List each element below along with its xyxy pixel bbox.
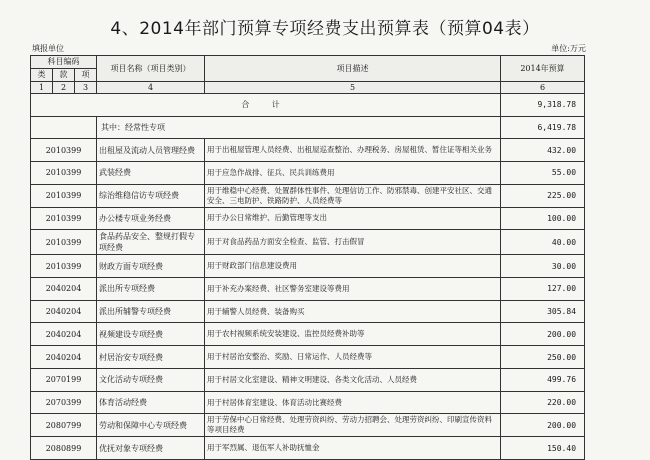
row-code: 2070399 <box>31 391 97 414</box>
currency-unit-label: 单位:万元 <box>551 44 586 53</box>
row-code: 2040204 <box>31 323 97 346</box>
subtotal-row <box>31 116 585 139</box>
total-label: 合 计 <box>31 93 501 116</box>
total-value: 9,318.78 <box>501 93 585 116</box>
row-project-name: 派出所辅警专项经费 <box>97 300 205 323</box>
row-budget-value: 40.00 <box>501 230 585 255</box>
table-row <box>31 162 585 185</box>
header-project-desc: 项目描述 <box>205 56 501 82</box>
row-project-desc: 用于辅警人员经费、装备购买 <box>205 300 501 323</box>
row-project-desc: 用于村居体育室建设、体育活动比赛经费 <box>205 391 501 414</box>
row-budget-value: 55.00 <box>501 162 585 185</box>
row-project-name: 村居治安专项经费 <box>97 346 205 369</box>
row-project-desc: 用于村居治安整治、奖励、日常运作、人员经费等 <box>205 346 501 369</box>
table-row <box>31 414 585 437</box>
row-budget-value: 499.76 <box>501 368 585 391</box>
row-project-name: 优抚对象专项经费 <box>97 437 205 460</box>
row-code: 2080799 <box>31 414 97 437</box>
row-code: 2010399 <box>31 162 97 185</box>
row-budget-value: 150.40 <box>501 437 585 460</box>
budget-table <box>30 55 585 460</box>
row-code: 2040204 <box>31 346 97 369</box>
reporting-unit-label: 填报单位 <box>32 44 64 53</box>
row-budget-value: 200.00 <box>501 414 585 437</box>
row-project-name: 综治维稳信访专项经费 <box>97 184 205 207</box>
row-budget-value: 200.00 <box>501 323 585 346</box>
row-code: 2080899 <box>31 437 97 460</box>
header-subject-code: 科目编码 <box>31 56 97 69</box>
row-budget-value: 100.00 <box>501 207 585 230</box>
row-project-name: 出租屋及流动人员管理经费 <box>97 139 205 162</box>
table-row <box>31 368 585 391</box>
header-row-1 <box>31 56 585 69</box>
row-budget-value: 220.00 <box>501 391 585 414</box>
row-project-desc: 用于村居文化室建设、精神文明建设、各类文化活动、人员经费 <box>205 368 501 391</box>
row-project-name: 武装经费 <box>97 162 205 185</box>
table-row <box>31 277 585 300</box>
row-project-name: 派出所专项经费 <box>97 277 205 300</box>
header-idx-1: 1 <box>31 81 53 93</box>
header-class: 类 <box>31 68 53 81</box>
budget-rows <box>31 139 585 460</box>
row-budget-value: 225.00 <box>501 184 585 207</box>
row-project-desc: 用于出租屋管理人员经费、出租屋巡查整治、办理税务、房屋租赁、暂住证等相关业务 <box>205 139 501 162</box>
row-project-name: 办公楼专项业务经费 <box>97 207 205 230</box>
row-budget-value: 305.84 <box>501 300 585 323</box>
row-budget-value: 30.00 <box>501 255 585 278</box>
row-project-name: 文化活动专项经费 <box>97 368 205 391</box>
row-project-desc: 用于补充办案经费、社区警务室建设等费用 <box>205 277 501 300</box>
row-project-desc: 用于农村视频系统安装建设、监控员经费补助等 <box>205 323 501 346</box>
table-row <box>31 323 585 346</box>
row-code: 2040204 <box>31 277 97 300</box>
row-project-desc: 用于对食品药品方面安全检查、监管、打击假冒 <box>205 230 501 255</box>
header-idx-3: 3 <box>75 81 97 93</box>
subtotal-value: 6,419.78 <box>501 116 585 139</box>
row-code: 2010399 <box>31 230 97 255</box>
header-section: 款 <box>53 68 75 81</box>
header-idx-5: 5 <box>205 81 501 93</box>
table-row <box>31 255 585 278</box>
row-code: 2040204 <box>31 300 97 323</box>
header-item: 项 <box>75 68 97 81</box>
table-row <box>31 391 585 414</box>
table-row <box>31 230 585 255</box>
row-project-name: 食品药品安全、整规打假专项经费 <box>97 230 205 255</box>
page-title: 4、2014年部门预算专项经费支出预算表（预算04表） <box>110 19 540 39</box>
row-project-desc: 用于办公日常维护、后勤管理等支出 <box>205 207 501 230</box>
table-row <box>31 207 585 230</box>
header-idx-6: 6 <box>501 81 585 93</box>
row-budget-value: 127.00 <box>501 277 585 300</box>
row-code: 2070199 <box>31 368 97 391</box>
header-budget: 2014年预算 <box>501 56 585 82</box>
row-project-desc: 用于财政部门信息建设费用 <box>205 255 501 278</box>
header-idx-2: 2 <box>53 81 75 93</box>
table-row <box>31 437 585 460</box>
row-project-name: 体育活动经费 <box>97 391 205 414</box>
row-code: 2010399 <box>31 255 97 278</box>
row-project-name: 视频建设专项经费 <box>97 323 205 346</box>
subtotal-label: 其中：经常性专项 <box>97 116 501 139</box>
table-row <box>31 184 585 207</box>
row-code: 2010399 <box>31 139 97 162</box>
row-project-name: 劳动和保障中心专项经费 <box>97 414 205 437</box>
table-row <box>31 300 585 323</box>
row-budget-value: 432.00 <box>501 139 585 162</box>
total-row <box>31 93 585 116</box>
row-budget-value: 250.00 <box>501 346 585 369</box>
header-project-name: 项目名称（项目类别） <box>97 56 205 82</box>
header-row-index <box>31 81 585 93</box>
row-project-name: 财政方面专项经费 <box>97 255 205 278</box>
row-project-desc: 用于劳保中心日常经费、处理劳资纠纷、劳动力招聘会、处理劳资纠纷、印刷宣传资料等项目经费 <box>205 414 501 437</box>
row-project-desc: 用于应急作战排、征兵、民兵训练费用 <box>205 162 501 185</box>
row-project-desc: 用于维稳中心经费、处置群体性事件、处理信访工作、防邪禁毒、创建平安社区、交通安全、三电防护、铁路防护、人员经费等 <box>205 184 501 207</box>
row-project-desc: 用于军烈属、退伍军人补助抚恤金 <box>205 437 501 460</box>
table-row <box>31 346 585 369</box>
table-row <box>31 139 585 162</box>
header-idx-4: 4 <box>97 81 205 93</box>
row-code: 2010399 <box>31 207 97 230</box>
row-code: 2010399 <box>31 184 97 207</box>
